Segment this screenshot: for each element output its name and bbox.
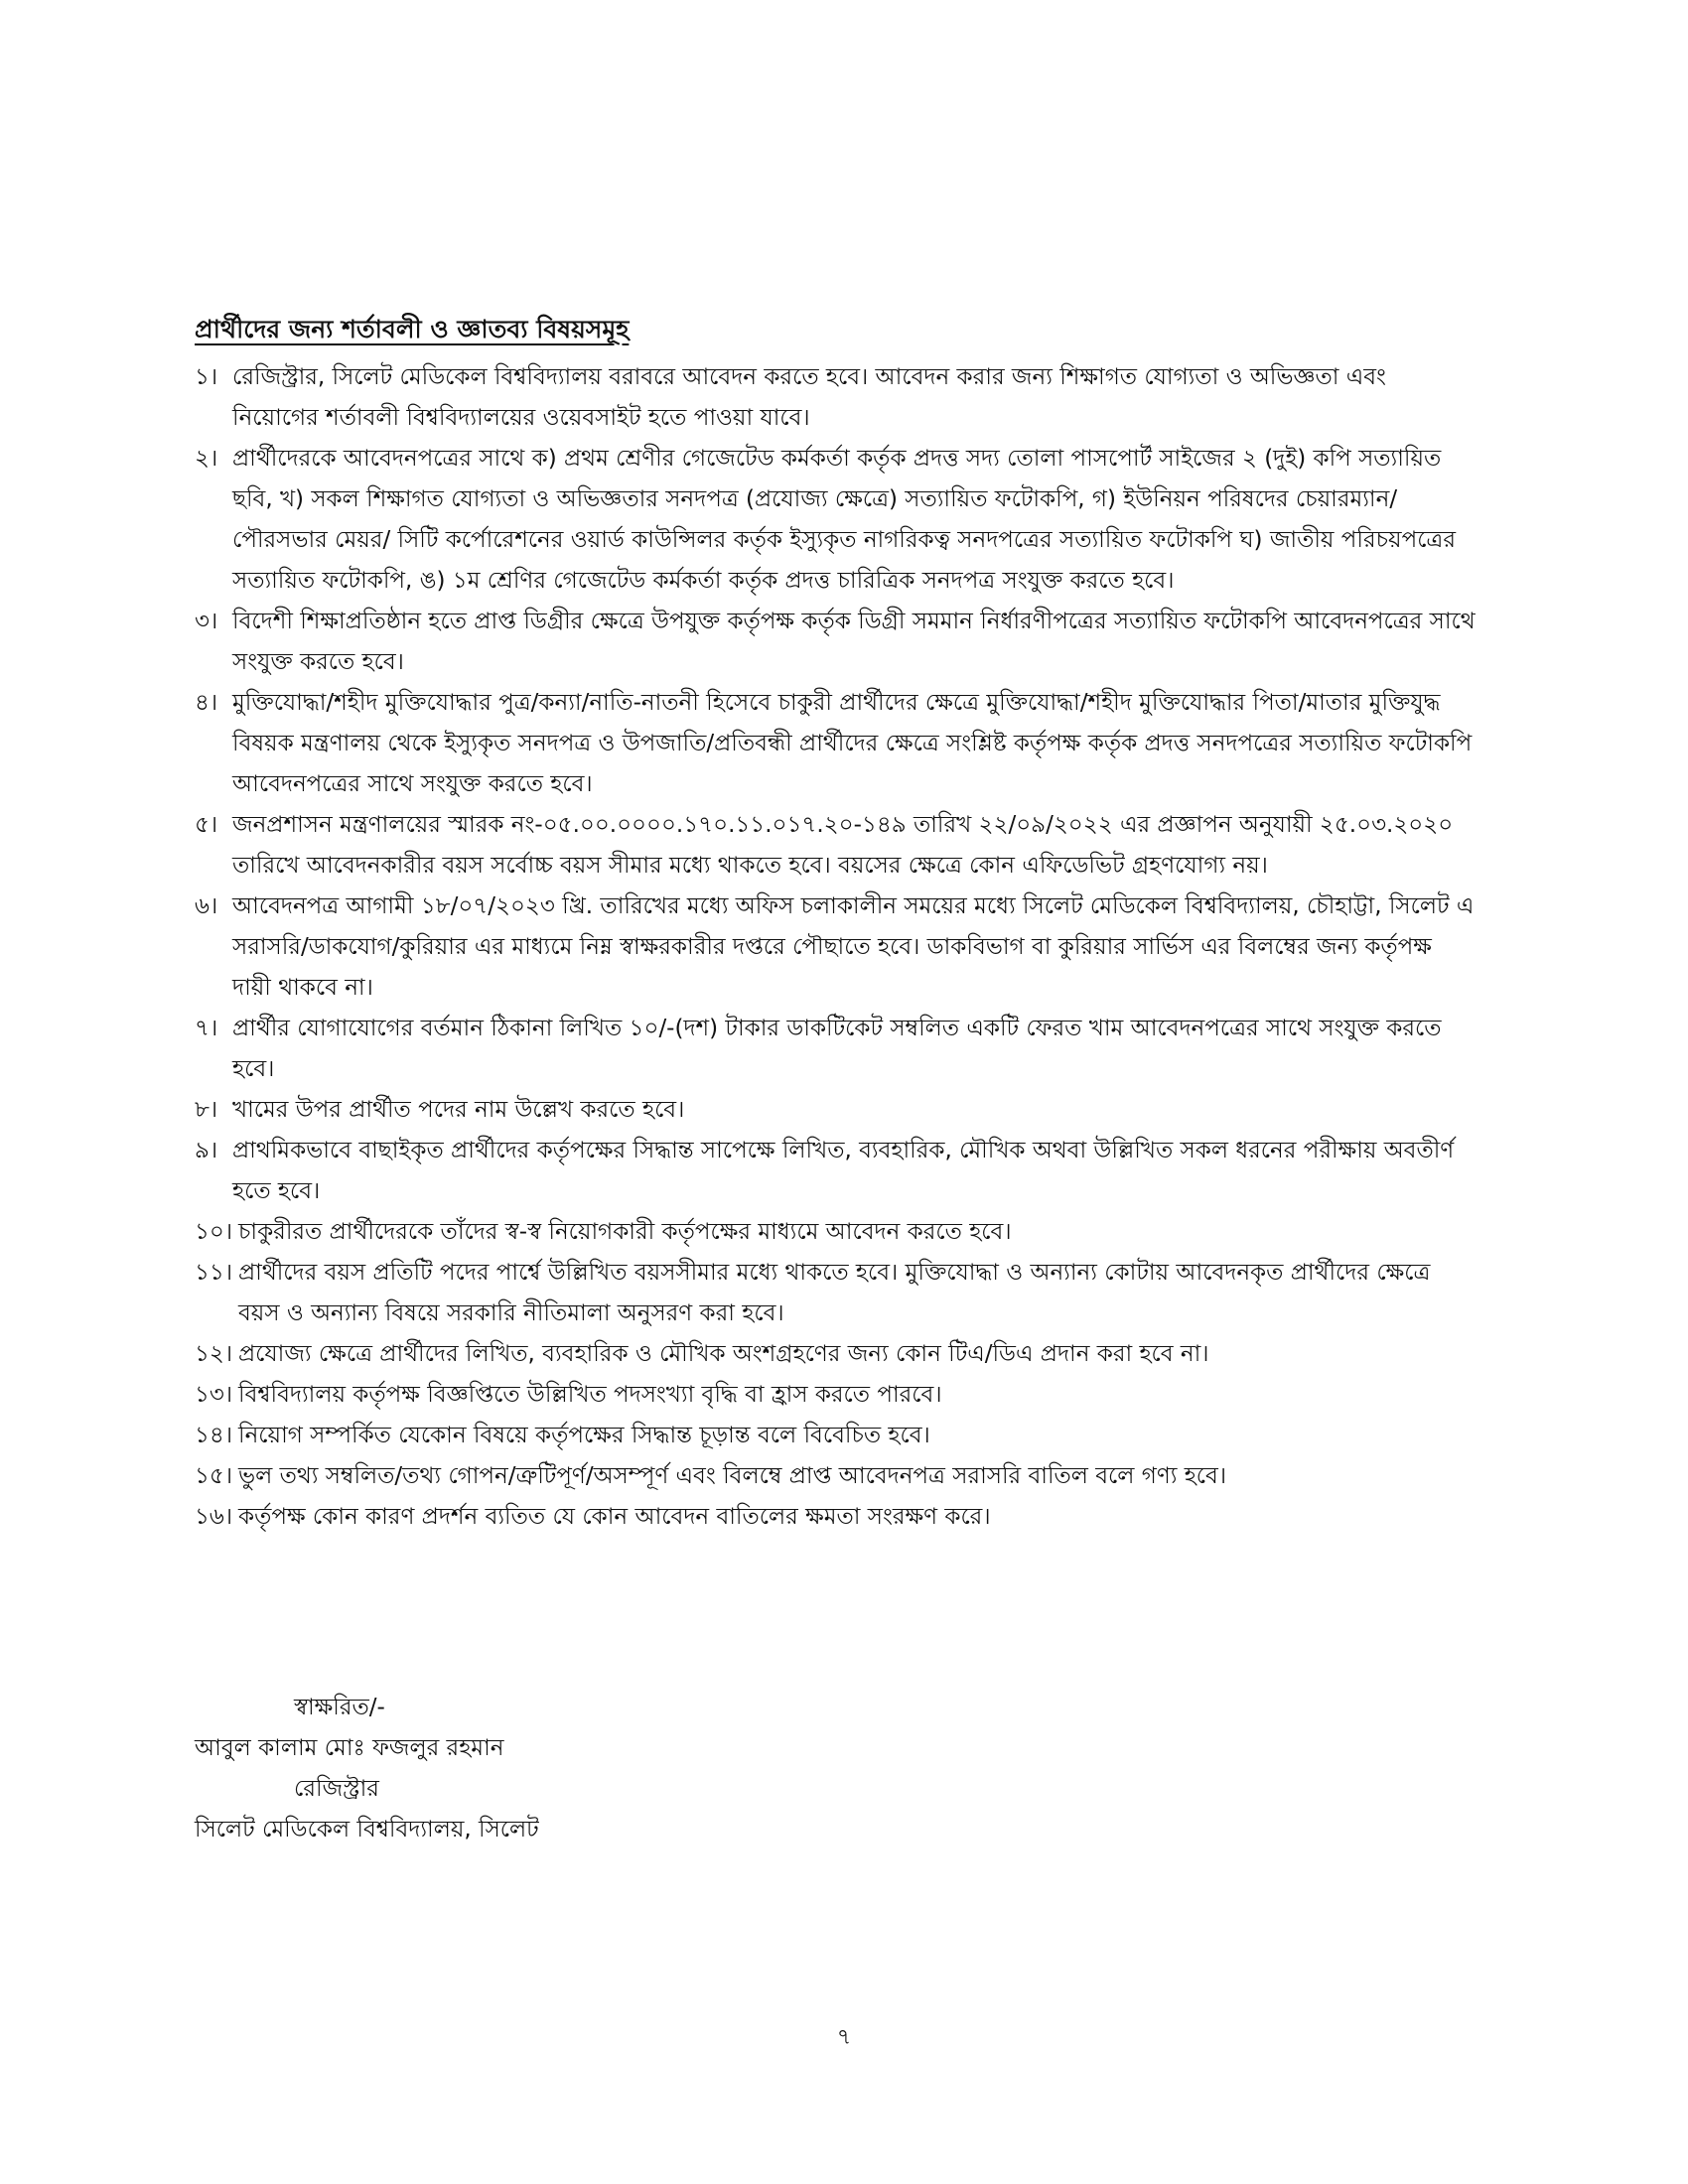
- term-item: [195, 1375, 1476, 1416]
- term-item: [195, 439, 1476, 602]
- term-item: [195, 1090, 1476, 1131]
- term-item: [195, 602, 1476, 683]
- signatory-name: আবুল কালাম মোঃ ফজলুর রহমান: [195, 1735, 504, 1761]
- term-number: ১১।: [195, 1260, 233, 1286]
- term-item: [195, 357, 1476, 439]
- term-item: [195, 1131, 1476, 1212]
- term-number: ৯।: [195, 1138, 218, 1163]
- term-text: মুক্তিযোদ্ধা/শহীদ মুক্তিযোদ্ধার পুত্র/কন্যা/নাতি-নাতনী হিসেবে চাকুরী প্রার্থীদের ক্ষেত্রে মুক্তিযোদ্ধা/শহীদ মুক্তিযোদ্ধার পিতা/মাতার মুক্তিযুদ্ধ বিষয়ক মন্ত্রণালয় থেকে ইস্যুকৃত সনদপত্র ও উপজাতি/প্রতিবন্ধী প্রার্থীদের ক্ষেত্রে সংশ্লিষ্ট কর্তৃপক্ষ কর্তৃক প্রদত্ত সনদপত্রের সত্যায়িত ফটোকপি আবেদনপত্রের সাথে সংযুক্ত করতে হবে।: [232, 690, 1473, 797]
- term-text: খামের উপর প্রার্থীত পদের নাম উল্লেখ করতে হবে।: [232, 1097, 685, 1123]
- term-number: ৩।: [195, 609, 218, 634]
- terms-list: [195, 357, 1476, 1538]
- term-item: [195, 805, 1476, 887]
- page-number: ৭: [836, 2025, 852, 2050]
- term-text: আবেদনপত্র আগামী ১৮/০৭/২০২৩ খ্রি. তারিখের মধ্যে অফিস চলাকালীন সময়ের মধ্যে সিলেট মেডিকেল বিশ্ববিদ্যালয়, চৌহাট্টা, সিলেট এ সরাসরি/ডাকযোগ/কুরিয়ার এর মাধ্যমে নিম্ন স্বাক্ষরকারীর দপ্তরে পৌছাতে হবে। ডাকবিভাগ বা কুরিয়ার সার্ভিস এর বিলম্বের জন্য কর্তৃপক্ষ দায়ী থাকবে না।: [232, 893, 1475, 1001]
- term-number: ৬।: [195, 893, 218, 919]
- term-text: রেজিস্ট্রার, সিলেট মেডিকেল বিশ্ববিদ্যালয় বরাবরে আবেদন করতে হবে। আবেদন করার জন্য শিক্ষাগত যোগ্যতা ও অভিজ্ঞতা এবং নিয়োগের শর্তাবলী বিশ্ববিদ্যালয়ের ওয়েবসাইট হতে পাওয়া যাবে।: [232, 364, 1386, 431]
- term-item: [195, 1009, 1476, 1090]
- term-number: ৪।: [195, 690, 218, 716]
- term-text: বিদেশী শিক্ষাপ্রতিষ্ঠান হতে প্রাপ্ত ডিগ্রীর ক্ষেত্রে উপযুক্ত কর্তৃপক্ষ কর্তৃক ডিগ্রী সমমান নির্ধারণীপত্রের সত্যায়িত ফটোকপি আবেদনপত্রের সাথে সংযুক্ত করতে হবে।: [232, 609, 1476, 675]
- term-item: [195, 887, 1476, 1009]
- term-text: বিশ্ববিদ্যালয় কর্তৃপক্ষ বিজ্ঞপ্তিতে উল্লিখিত পদসংখ্যা বৃদ্ধি বা হ্রাস করতে পারবে।: [238, 1382, 942, 1408]
- term-item: [195, 1456, 1476, 1497]
- term-item: [195, 1497, 1476, 1538]
- term-number: ১৫।: [195, 1463, 233, 1489]
- term-number: ১৩।: [195, 1382, 233, 1408]
- term-number: ৫।: [195, 812, 218, 838]
- term-item: [195, 1334, 1476, 1375]
- term-text: প্রযোজ্য ক্ষেত্রে প্রার্থীদের লিখিত, ব্যবহারিক ও মৌখিক অংশগ্রহণের জন্য কোন টিএ/ডিএ প্রদান করা হবে না।: [238, 1341, 1209, 1367]
- term-number: ১৪।: [195, 1423, 233, 1448]
- term-number: ১।: [195, 364, 218, 390]
- signatory-designation: রেজিস্ট্রার: [294, 1776, 379, 1802]
- term-number: ১০।: [195, 1219, 233, 1245]
- term-number: ১২।: [195, 1341, 233, 1367]
- term-text: প্রার্থীদেরকে আবেদনপত্রের সাথে ক) প্রথম শ্রেণীর গেজেটেড কর্মকর্তা কর্তৃক প্রদত্ত সদ্য তোলা পাসপোর্ট সাইজের ২ (দুই) কপি সত্যায়িত ছবি, খ) সকল শিক্ষাগত যোগ্যতা ও অভিজ্ঞতার সনদপত্র (প্রযোজ্য ক্ষেত্রে) সত্যায়িত ফটোকপি, গ) ইউনিয়ন পরিষদের চেয়ারম্যান/পৌরসভার মেয়র/ সিটি কর্পোরেশনের ওয়ার্ড কাউন্সিলর কর্তৃক ইস্যুকৃত নাগরিকত্ব সনদপত্রের সত্যায়িত ফটোকপি ঘ) জাতীয় পরিচয়পত্রের সত্যায়িত ফটোকপি, ঙ) ১ম শ্রেণির গেজেটেড কর্মকর্তা কর্তৃক প্রদত্ত চারিত্রিক সনদপত্র সংযুক্ত করতে হবে।: [232, 446, 1456, 594]
- term-number: ৮।: [195, 1097, 218, 1123]
- signatory-organization: সিলেট মেডিকেল বিশ্ববিদ্যালয়, সিলেট: [195, 1817, 539, 1843]
- term-text: নিয়োগ সম্পর্কিত যেকোন বিষয়ে কর্তৃপক্ষের সিদ্ধান্ত চূড়ান্ত বলে বিবেচিত হবে।: [238, 1423, 930, 1448]
- term-text: জনপ্রশাসন মন্ত্রণালয়ের স্মারক নং-০৫.০০.০০০০.১৭০.১১.০১৭.২০-১৪৯ তারিখ ২২/০৯/২০২২ এর প্রজ্ঞাপন অনুযায়ী ২৫.০৩.২০২০ তারিখে আবেদনকারীর বয়স সর্বোচ্চ বয়স সীমার মধ্যে থাকতে হবে। বয়সের ক্ষেত্রে কোন এফিডেভিট গ্রহণযোগ্য নয়।: [232, 812, 1454, 879]
- term-number: ২।: [195, 446, 218, 472]
- term-item: [195, 1253, 1476, 1334]
- term-item: [195, 1212, 1476, 1253]
- signed-mark: স্বাক্ষরিত/-: [294, 1695, 385, 1720]
- term-text: প্রার্থীর যোগাযোগের বর্তমান ঠিকানা লিখিত ১০/-(দশ) টাকার ডাকটিকেট সম্বলিত একটি ফেরত খাম আবেদনপত্রের সাথে সংযুক্ত করতে হবে।: [232, 1016, 1442, 1082]
- term-item: [195, 1416, 1476, 1456]
- signature-block: [195, 1688, 539, 1850]
- term-text: প্রার্থীদের বয়স প্রতিটি পদের পার্শ্বে উল্লিখিত বয়সসীমার মধ্যে থাকতে হবে। মুক্তিযোদ্ধা ও অন্যান্য কোটায় আবেদনকৃত প্রার্থীদের ক্ষেত্রে বয়স ও অন্যান্য বিষয়ে সরকারি নীতিমালা অনুসরণ করা হবে।: [238, 1260, 1431, 1326]
- term-text: প্রাথমিকভাবে বাছাইকৃত প্রার্থীদের কর্তৃপক্ষের সিদ্ধান্ত সাপেক্ষে লিখিত, ব্যবহারিক, মৌখিক অথবা উল্লিখিত সকল ধরনের পরীক্ষায় অবতীর্ণ হতে হবে।: [232, 1138, 1455, 1204]
- term-text: চাকুরীরত প্রার্থীদেরকে তাঁদের স্ব-স্ব নিয়োগকারী কর্তৃপক্ষের মাধ্যমে আবেদন করতে হবে।: [238, 1219, 1012, 1245]
- term-item: [195, 683, 1476, 805]
- term-text: কর্তৃপক্ষ কোন কারণ প্রদর্শন ব্যতিত যে কোন আবেদন বাতিলের ক্ষমতা সংরক্ষণ করে।: [238, 1504, 991, 1530]
- term-text: ভুল তথ্য সম্বলিত/তথ্য গোপন/ত্রুটিপূর্ণ/অসম্পূর্ণ এবং বিলম্বে প্রাপ্ত আবেদনপত্র সরাসরি বাতিল বলে গণ্য হবে।: [238, 1463, 1227, 1489]
- term-number: ১৬।: [195, 1504, 233, 1530]
- section-heading: প্রার্থীদের জন্য শর্তাবলী ও জ্ঞাতব্য বিষয়সমূহ: [195, 315, 630, 343]
- term-number: ৭।: [195, 1016, 218, 1041]
